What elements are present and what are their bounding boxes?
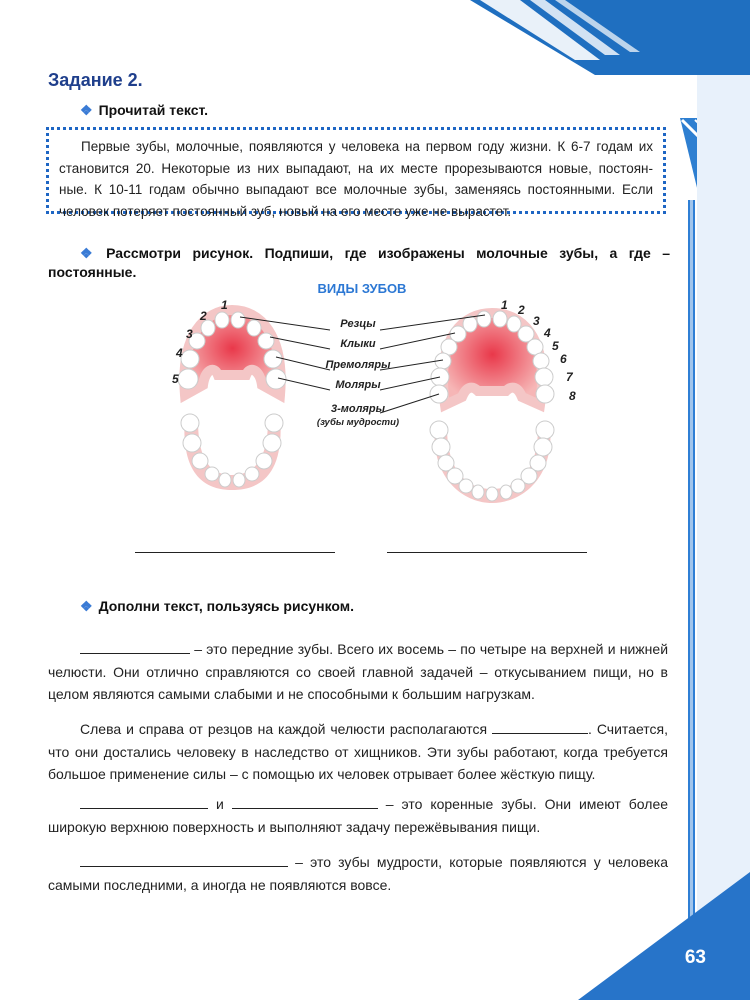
figure-title: ВИДЫ ЗУБОВ: [317, 281, 407, 296]
label-canines: Клыки: [340, 338, 376, 350]
label-third-molars: 3-моляры: [330, 403, 386, 415]
task-title: Задание 2.: [48, 70, 143, 90]
look-instruction: ❖ Рассмотри рисунок. Подпиши, где изображены молочные зубы, а где –: [80, 245, 670, 261]
paragraph-canines: Слева и справа от резцов на каждой челюсти располагаются . Считается, что они достались человеку в наследство от хищников. Эти зубы работают, когда требуется большое применение силы – с помощью их человек отрывает более жёсткую пищу.: [48, 721, 668, 782]
blank-canines[interactable]: [492, 721, 588, 734]
teeth-figure: [150, 275, 590, 505]
answer-line-baby[interactable]: [135, 552, 335, 553]
diamond-bullet-icon: ❖: [80, 102, 93, 118]
reading-line: становится 20. Некоторые из них выпадают, на их месте прорезываются новые, постоян-: [59, 160, 653, 176]
baby-upper-jaw: [178, 310, 286, 395]
blank-molars[interactable]: [232, 796, 378, 809]
answer-line-permanent[interactable]: [387, 552, 587, 553]
number-label: 5: [552, 339, 559, 353]
number-label: 2: [518, 303, 525, 317]
blank-wisdom[interactable]: [80, 854, 288, 867]
number-label: 4: [176, 346, 183, 360]
number-label: 4: [544, 326, 551, 340]
reading-line: человек потеряет постоянный зуб, новый на его месте уже не вырастет.: [59, 203, 512, 219]
number-label: 7: [566, 370, 573, 384]
paragraph-wisdom: – это зубы мудрости, которые появляются у человека самыми последними, а иногда не появляются вовсе.: [48, 854, 668, 893]
reading-line: Первые зубы, молочные, появляются у человека на первом году жизни. К 6-7 годам их: [81, 139, 653, 154]
read-instruction: ❖ Прочитай текст.: [80, 102, 209, 118]
label-wisdom-teeth: (зубы мудрости): [316, 417, 400, 428]
reading-text-box: [46, 127, 666, 219]
paragraph-incisors: – это передние зубы. Всего их восемь – по четыре на верхней и нижней челюсти. Они отлично справляются со своей главной задачей – откусыванием пищи, но в целом являются самыми слабыми и не способными к большим нагрузкам.: [48, 641, 669, 702]
number-label: 5: [172, 372, 179, 386]
paragraph-molars: и – это коренные зубы. Они имеют более широкую верхнюю поверхность и выполняют задачу пережёвывания пищи.: [48, 796, 669, 835]
number-label: 1: [221, 298, 228, 312]
complete-instruction: ❖ Дополни текст, пользуясь рисунком.: [80, 598, 355, 614]
diamond-bullet-icon: ❖: [80, 598, 93, 614]
blank-premolars[interactable]: [80, 796, 208, 809]
label-molars: Моляры: [335, 379, 381, 391]
page-number: 63: [684, 947, 706, 968]
look-instruction-cont: постоянные.: [48, 264, 137, 280]
number-label: 8: [569, 389, 576, 403]
number-label: 3: [186, 327, 193, 341]
blank-incisors[interactable]: [80, 641, 190, 654]
number-label: 1: [501, 298, 508, 312]
number-label: 6: [560, 352, 567, 366]
permanent-lower-jaw: [430, 421, 554, 503]
diamond-bullet-icon: ❖: [80, 245, 101, 261]
number-label: 2: [200, 309, 207, 323]
label-premolars: Премоляры: [325, 359, 391, 371]
baby-lower-jaw: [181, 414, 283, 490]
number-label: 3: [533, 314, 540, 328]
label-incisors: Резцы: [340, 318, 376, 330]
reading-line: ные. К 10-11 годам обычно выпадают все молочные зубы, заменяясь постоянными. Если: [59, 182, 653, 197]
